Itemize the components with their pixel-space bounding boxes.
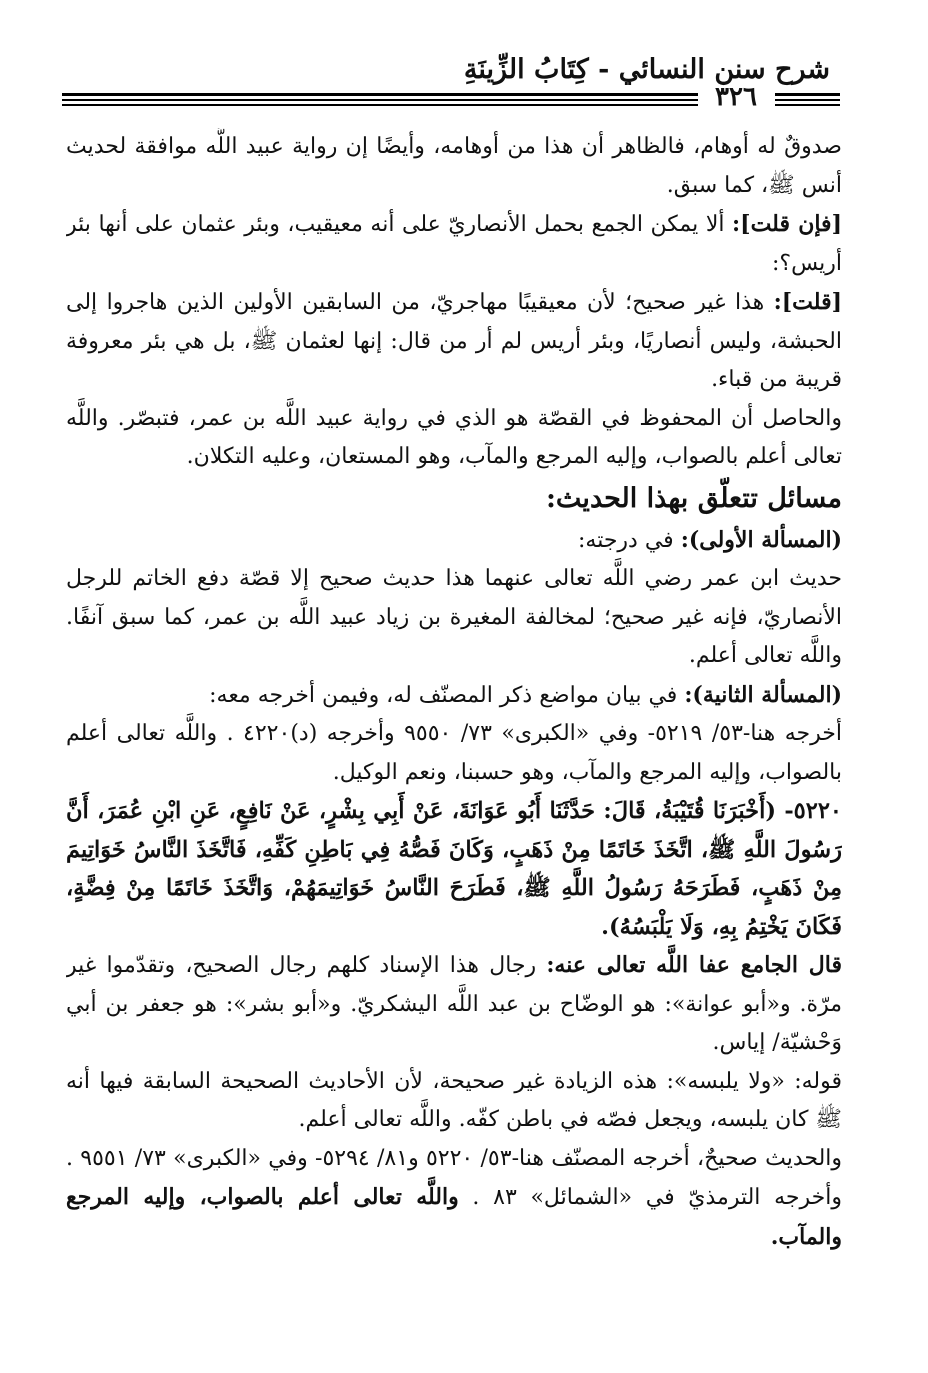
section-heading: مسائل تتعلّق بهذا الحديث: [545,482,842,514]
final-paragraph [66,1140,842,1258]
header-rule-thick [62,93,698,96]
comment-paragraph: قوله: «ولا يلبسه»: هذه الزيادة غير صحيحة، لأن الأحاديث الصحيحة السابقة فيها أنه ﷺ كان يلبسه، ويجعل فصّه في باطن كفّه. واللَّه تعالى أعلم. [66,1068,842,1132]
issue-2-heading [66,676,842,716]
paragraph-1-text: صدوقٌ له أوهام، فالظاهر أن هذا من أوهامه، وأيضًا إن رواية عبيد اللَّه موافقة لحديث أنس ﷺ، كما سبق. [66,134,842,198]
objection-text: ألا يمكن الجمع بحمل الأنصاريّ على أنه معيقيب، وبئر عثمان على أنها بئر أريس؟: [66,212,842,276]
reply-text: هذا غير صحيح؛ لأن معيقيبًا مهاجريّ، من السابقين الأولين الذين هاجروا إلى الحبشة، وليس أنصاريًا، وبئر أريس لم أر من قال: إنها لعثمان ﷺ، بل هي بئر معروفة قريبة من قباء. [66,290,842,392]
issue-1-title: في درجته: [577,527,681,553]
header-rule-thin [62,99,698,101]
page-number: ٣٢٦ [715,82,757,112]
reply-label: [قلت]: [773,289,842,315]
issue-2-title: في بيان مواضع ذكر المصنّف له، وفيمن أخرجه معه: [209,682,685,708]
header-rule-right-thick [775,93,840,96]
header-rule-thin-2 [62,104,698,106]
objection-label: [فإن قلت]: [732,211,842,237]
page-body [66,128,842,1333]
paragraph-objection [66,205,842,283]
running-header-title: شرح سنن النسائي - كِتَابُ الزِّينَةِ [463,54,830,85]
hadith-text: ٥٢٢٠- (أَخْبَرَنَا قُتَيْبَةُ، قَالَ: حَدَّثَنَا أَبُو عَوَانَةَ، عَنْ أَبِي بِشْرٍ، عَنْ نَافِعٍ، عَنِ ابْنِ عُمَرَ، أَنَّ رَسُولَ اللَّهِ ﷺ، اتَّخَذَ خَاتَمًا مِنْ ذَهَبٍ، وَكَانَ فَصُّهُ فِي بَاطِنِ كَفِّهِ، فَاتَّخَذَ النَّاسُ خَوَاتِيمَ مِنْ ذَهَبٍ، فَطَرَحَهُ رَسُولُ اللَّهِ ﷺ، فَطَرَحَ النَّاسُ خَوَاتِيمَهُمْ، وَاتَّخَذَ خَاتَمًا مِنْ فِضَّةٍ، فَكَانَ يَخْتِمُ بِهِ، وَلَا يَلْبَسُهُ). [66,798,842,940]
compiler-label: قال الجامع عفا اللَّه تعالى عنه: [546,952,842,978]
issue-1-label: (المسألة الأولى): [680,526,842,553]
header-rule-right-thin-2 [775,104,840,106]
paragraph-conclusion [66,400,842,477]
issue-1-heading [66,521,842,561]
header-rule-right-thin [775,99,840,101]
conclusion-text: والحاصل أن المحفوظ في القصّة هو الذي في رواية عبيد اللَّه بن عمر، فتبصّر. واللَّه تعالى أعلم بالصواب، وإليه المرجع والمآب، وهو المستعان، وعليه التكلان. [66,405,842,469]
final-text: والحديث صحيحٌ، أخرجه المصنّف هنا-٥٣/ ٥٢٢٠ و٨١/ ٥٢٩٤- وفي «الكبرى» ٧٣/ ٩٥٥١ . وأخرجه الترمذيّ في «الشمائل» ٨٣ . [66,1145,842,1210]
issue-2-label: (المسألة الثانية): [684,681,842,708]
paragraph-1 [66,128,842,205]
compiler-text: رجال هذا الإسناد كلهم رجال الصحيح، وتقدّموا غير مرّة. و«أبو عوانة»: هو الوضّاح بن عبد اللَّه اليشكريّ. و«أبو بشر»: هو جعفر بن أبي وَحْشيّة/ إياس. [66,953,842,1055]
paragraph-reply [66,283,842,400]
compiler-note [66,946,842,1063]
issue-1-text: حديث ابن عمر رضي اللَّه تعالى عنهما هذا حديث صحيح إلا قصّة دفع الخاتم للرجل الأنصاريّ، فإنه غير صحيح؛ لمخالفة المغيرة بن زياد عبيد اللَّه بن عمر، كما سبق آنفًا. واللَّه تعالى أعلم. [66,566,842,668]
issue-2-text: أخرجه هنا-٥٣/ ٥٢١٩- وفي «الكبرى» ٧٣/ ٩٥٥٠ وأخرجه (د)٤٢٢٠ . واللَّه تعالى أعلم بالصواب، وإليه المرجع والمآب، وهو حسبنا، ونعم الوكيل. [66,721,842,785]
final-closing: واللَّه تعالى أعلم بالصواب، وإليه المرجع والمآب. [66,1184,842,1250]
